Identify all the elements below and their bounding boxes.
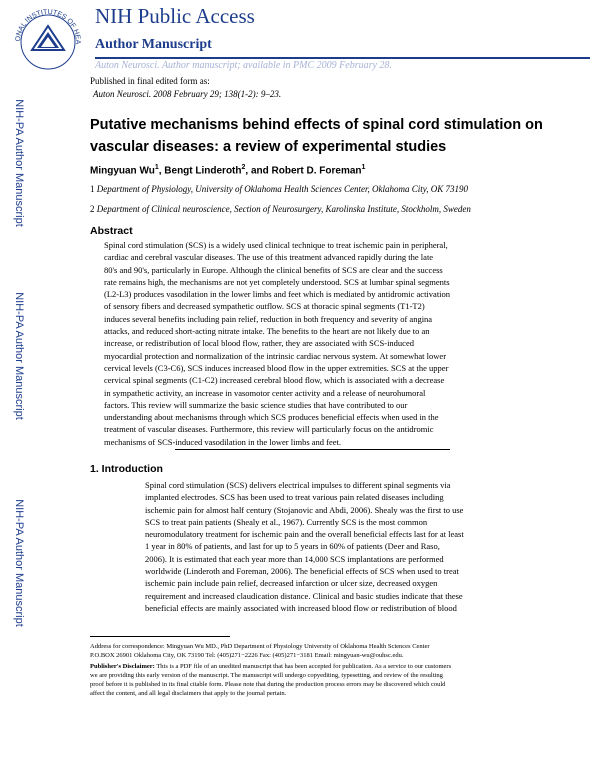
- header-title: NIH Public Access: [95, 4, 255, 28]
- published-citation: Auton Neurosci. 2008 February 29; 138(1-2): 9–23.: [93, 89, 282, 99]
- text-line: (L2-L3) produces vasodilation in the lower limbs and feet which is mediated by antidromic activation: [104, 289, 451, 300]
- text-line: treatment of vascular diseases. Furthermore, this review will particularly focus on the antidromic: [104, 424, 434, 435]
- text-line: ischemic pain include pain relief, decreased infarction or ulcer size, decreased oxygen: [145, 578, 438, 589]
- text-line: neuromodulatory treatment for ischemic pain and the overall beneficial effects last for at least: [145, 529, 464, 540]
- text-line: myocardial protection and normalization of the intrinsic cardiac nervous system. At somewhat lower: [104, 350, 447, 361]
- header-subtitle: Author Manuscript: [95, 37, 212, 52]
- svg-text:NATIONAL INSTITUTES OF HEALTH: ONAL INSTITUTES OF HEA: [14, 8, 82, 45]
- nih-logo: [10, 6, 86, 70]
- text-line: mechanisms of SCS-induced vasodilation in the lower limbs and feet.: [104, 436, 342, 447]
- publisher-disclaimer: Publisher's Disclaimer: This is a PDF file of an unedited manuscript that has been accepted for publication. As a service to our customers we are providing this early version of the manuscript. The manuscript will undergo copyediting, typesetting, and review of the resulting proof before it is published in its final citable form. Please note that during the production process errors may be discovered which could affect the content, and all legal disclaimers that apply to the journal pertain.: [90, 663, 452, 697]
- text-line: Spinal cord stimulation (SCS) is a widely used clinical technique to treat ischemic pain in peripheral,: [104, 240, 448, 250]
- text-line: SCS to treat pain patients (Shealy et al., 1967). Currently SCS is the most common: [145, 516, 428, 527]
- text-line: rate remains high, the mechanisms are not yet completely understood. SCS at lumbar spinal segments: [104, 276, 450, 287]
- text-line: beneficial effects are mainly associated with increased blood flow or redistribution of blood: [145, 602, 457, 613]
- author-name: Robert D. Foreman: [271, 165, 362, 177]
- footnote-divider: [90, 636, 230, 637]
- text-line: in sympathetic activity, an increase in vasomotor center activity and a release of neurohumoral: [104, 387, 426, 398]
- affiliation: 2 Department of Clinical neuroscience, Section of Neurosurgery, Karolinska Institute, Stockholm, Sweden: [90, 204, 471, 214]
- text-line: 1 year in 80% of patients, and last for up to 5 years in 60% of patients (Deer and Raso,: [145, 541, 440, 552]
- paper-title: Putative mechanisms behind effects of spinal cord stimulation on vascular diseases: a review of experimental studies: [90, 117, 543, 155]
- header-meta: Auton Neurosci. Author manuscript; available in PMC 2009 February 28.: [95, 60, 392, 71]
- text-line: implanted electrodes. SCS has been used to treat various pain related diseases including: [145, 492, 444, 503]
- text-line: induces several benefits including pain relief, reduction in both frequency and severity of angina: [104, 313, 433, 324]
- text-line: increase, or redistribution of local blood flow, rather, they are associated with SCS-induced: [104, 338, 414, 349]
- text-line: factors. This review will summarize the basic science studies that have contributed to our: [104, 399, 408, 410]
- text-line: worldwide (Linderoth and Foreman, 2006). The beneficial effects of SCS when used to treat: [145, 566, 459, 577]
- header-rule: [95, 57, 590, 59]
- sidebar-label-2: NIH-PA Author Manuscript: [13, 292, 26, 420]
- text-line: 2006). It is estimated that each year more than 14,000 SCS implantations are performed: [145, 553, 444, 564]
- sidebar-label-3: NIH-PA Author Manuscript: [13, 499, 26, 627]
- author-name: Mingyuan Wu: [90, 165, 155, 177]
- abstract-body: [104, 239, 528, 448]
- introduction-body: [145, 479, 523, 614]
- abstract-heading: Abstract: [90, 225, 133, 237]
- affiliation: 1 Department of Physiology, University of Oklahoma Health Sciences Center, Oklahoma City, OK 73190: [90, 184, 468, 194]
- text-line: understanding about mechanisms through which SCS produces beneficial effects when used in the: [104, 412, 439, 423]
- text-line: attacks, and reduced short-acting nitrate intake. The benefits to the heart are not likely due to an: [104, 326, 430, 337]
- author-list: Mingyuan Wu$^1$, Bengt Linderoth$^2$, and Robert D. Foreman$^1$: [90, 164, 366, 177]
- abstract-divider: [175, 449, 450, 450]
- text-line: 80's and 90's, particularly in Europe. Although the clinical benefits of SCS are clear and the success: [104, 264, 443, 275]
- text-line: cervical spinal segments (C1-C2) increased cerebral blood flow, which is associated with a decrease: [104, 375, 445, 386]
- text-line: Spinal cord stimulation (SCS) delivers electrical impulses to different spinal segments via: [145, 480, 451, 490]
- text-line: requirement and increased claudication distance. Clinical and basic studies indicate that these: [145, 590, 463, 601]
- text-line: cardiac and cerebral vascular diseases. The use of this treatment advanced rapidly during the late: [104, 252, 434, 263]
- text-line: ischemic pain for almost half century (Stojanovic and Abdi, 2006). Shealy was the first to use: [145, 504, 464, 515]
- correspondence-footnote: Address for correspondence: Mingyuan Wu MD., PhD Department of Physiology University of Oklahoma Health Sciences Center P.O.BOX 26901 Oklahoma City, OK 73190 Tel: (405)271−2226 Fax: (405)271−3181 Email: mingyuan-wu@ouhsc.edu.: [90, 643, 430, 659]
- published-label: Published in final edited form as:: [90, 76, 210, 86]
- sidebar-label-1: NIH-PA Author Manuscript: [13, 99, 26, 227]
- text-line: cervical levels (C3-C6), SCS induces increased blood flow in the upper extremities. SCS at the upper: [104, 362, 449, 373]
- introduction-heading: 1. Introduction: [90, 463, 163, 475]
- author-name: Bengt Linderoth: [164, 165, 242, 177]
- text-line: of sensory fibers and decreased sympathetic outflow. SCS at thoracic spinal segments (T1-T2): [104, 301, 425, 312]
